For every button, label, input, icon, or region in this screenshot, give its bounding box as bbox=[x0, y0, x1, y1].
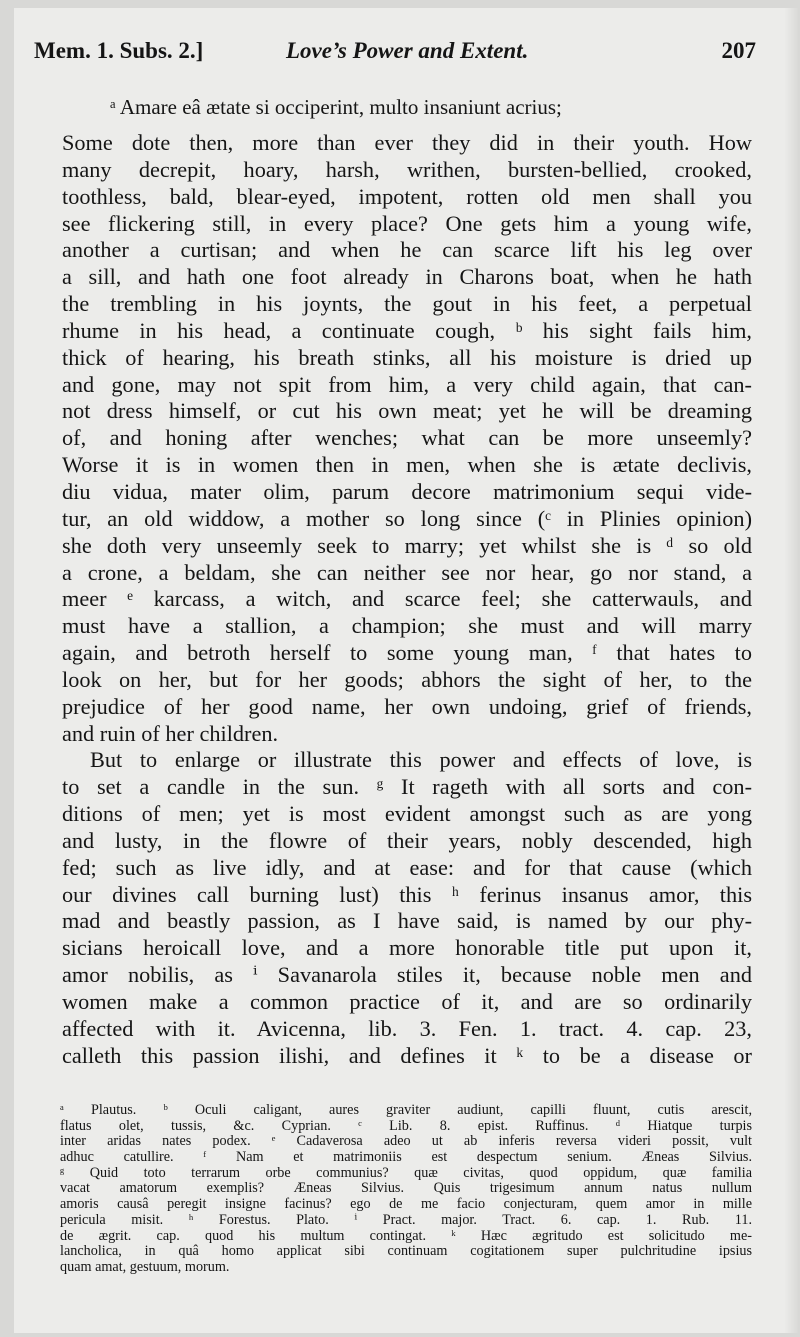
text-line: fed; such as live idly, and at ease: and for that cause (which bbox=[62, 854, 752, 880]
text-line: ditions of men; yet is most evident amongst such as are yong bbox=[62, 801, 752, 827]
text-line: not dress himself, or cut his own meat; yet he will be dreaming bbox=[62, 398, 752, 424]
section-reference: Mem. 1. Subs. 2.] bbox=[34, 38, 204, 63]
body-text bbox=[62, 130, 752, 1070]
text-line: calleth this passion ilishi, and defines it ᵏ to be a disease or bbox=[62, 1042, 752, 1068]
text-line: sicians heroicall love, and a more honorable title put upon it, bbox=[62, 935, 752, 961]
text-line: and lusty, in the flowre of their years, nobly descended, high bbox=[62, 827, 752, 853]
book-page bbox=[14, 8, 798, 1333]
footnote-line: inter aridas nates podex. ᵉ Cadaverosa adeo ut ab inferis reversa videri possit, vult bbox=[60, 1134, 752, 1150]
running-header bbox=[34, 38, 756, 74]
text-line: affected with it. Avicenna, lib. 3. Fen. 1. tract. 4. cap. 23, bbox=[62, 1015, 752, 1041]
text-line: she doth very unseemly seek to marry; yet whilst she is ᵈ so old bbox=[62, 532, 752, 558]
text-line: a crone, a beldam, she can neither see nor hear, go nor stand, a bbox=[62, 559, 752, 585]
text-line: many decrepit, hoary, harsh, writhen, bursten-bellied, crooked, bbox=[62, 156, 752, 182]
text-line: to set a candle in the sun. ᵍ It rageth with all sorts and con- bbox=[62, 774, 752, 800]
footnote-line: flatus olet, tussis, &c. Cyprian. ᶜ Lib. 8. epist. Ruffinus. ᵈ Hiatque turpis bbox=[60, 1118, 752, 1134]
text-line: women make a common practice of it, and are so ordinarily bbox=[62, 989, 752, 1014]
text-line: prejudice of her good name, her own undoing, grief of friends, bbox=[62, 693, 752, 719]
running-title: Love’s Power and Extent. bbox=[286, 38, 529, 63]
text-line: thick of hearing, his breath stinks, all his moisture is dried up bbox=[62, 344, 752, 370]
text-line: toothless, bald, blear-eyed, impotent, rotten old men shall you bbox=[62, 183, 752, 209]
text-line: Some dote then, more than ever they did in their youth. How bbox=[62, 130, 752, 155]
text-line: meer ᵉ karcass, a witch, and scarce feel; she catterwauls, and bbox=[62, 586, 752, 612]
text-line: must have a stallion, a champion; she must and will marry bbox=[62, 613, 752, 639]
footnote-line: pericula misit. ʰ Forestus. Plato. ⁱ Pract. major. Tract. 6. cap. 1. Rub. 11. bbox=[60, 1212, 752, 1228]
text-line: tur, an old widdow, a mother so long since (ᶜ in Plinies opinion) bbox=[62, 505, 752, 531]
footnote-line: lancholica, in quâ homo applicat sibi continuam cogitationem super pulchritudine ipsius bbox=[60, 1244, 752, 1260]
footnote-line: de ægrit. cap. quod his multum contingat. ᵏ Hæc ægritudo est solicitudo me- bbox=[60, 1228, 752, 1244]
footnote-line: vacat amatorum exemplis? Æneas Silvius. Quis trigesimum annum natus nullum bbox=[60, 1181, 752, 1197]
footnote-line: amoris causâ peregit insigne facinus? ego de me facio conjecturam, quem amor in mille bbox=[60, 1197, 752, 1213]
text-line: another a curtisan; and when he can scarce lift his leg over bbox=[62, 237, 752, 263]
text-line: mad and beastly passion, as I have said, is named by our phy- bbox=[62, 908, 752, 934]
text-line: our divines call burning lust) this ʰ ferinus insanus amor, this bbox=[62, 881, 752, 907]
text-line: of, and honing after wenches; what can be more unseemly? bbox=[62, 425, 752, 451]
text-line: But to enlarge or illustrate this power and effects of love, is bbox=[90, 747, 752, 773]
text-line: Worse it is in women then in men, when she is ætate declivis, bbox=[62, 452, 752, 478]
text-line: rhume in his head, a continuate cough, ᵇ his sight fails him, bbox=[62, 317, 752, 343]
text-line: look on her, but for her goods; abhors the sight of her, to the bbox=[62, 666, 752, 692]
footnote-line: ᵃ Plautus. ᵇ Oculi caligant, aures graviter audiunt, capilli fluunt, cutis arescit, bbox=[60, 1103, 752, 1118]
text-line: and ruin of her children. bbox=[62, 720, 279, 746]
text-line: see flickering still, in every place? One gets him a young wife, bbox=[62, 210, 752, 236]
footnote-line: quam amat, gestuum, morum. bbox=[60, 1259, 230, 1275]
verse-quotation: ᵃ Amare eâ ætate si occiperint, multo insaniunt acrius; bbox=[110, 95, 562, 119]
text-line: and gone, may not spit from him, a very child again, that can- bbox=[62, 371, 752, 397]
text-line: the trembling in his joynts, the gout in his feet, a perpetual bbox=[62, 291, 752, 317]
text-line: diu vidua, mater olim, parum decore matrimonium sequi vide- bbox=[62, 478, 752, 504]
footnotes bbox=[60, 1103, 752, 1276]
footnote-line: adhuc catullire. ᶠ Nam et matrimoniis est despectum senium. Æneas Silvius. bbox=[60, 1150, 752, 1166]
text-line: a sill, and hath one foot already in Charons boat, when he hath bbox=[62, 264, 752, 290]
text-line: amor nobilis, as ⁱ Savanarola stiles it, because noble men and bbox=[62, 962, 752, 988]
page-number: 207 bbox=[721, 38, 756, 63]
footnote-line: ᵍ Quid toto terrarum orbe communius? quæ civitas, quod oppidum, quæ familia bbox=[60, 1165, 752, 1181]
text-line: again, and betroth herself to some young man, ᶠ that hates to bbox=[62, 640, 752, 666]
